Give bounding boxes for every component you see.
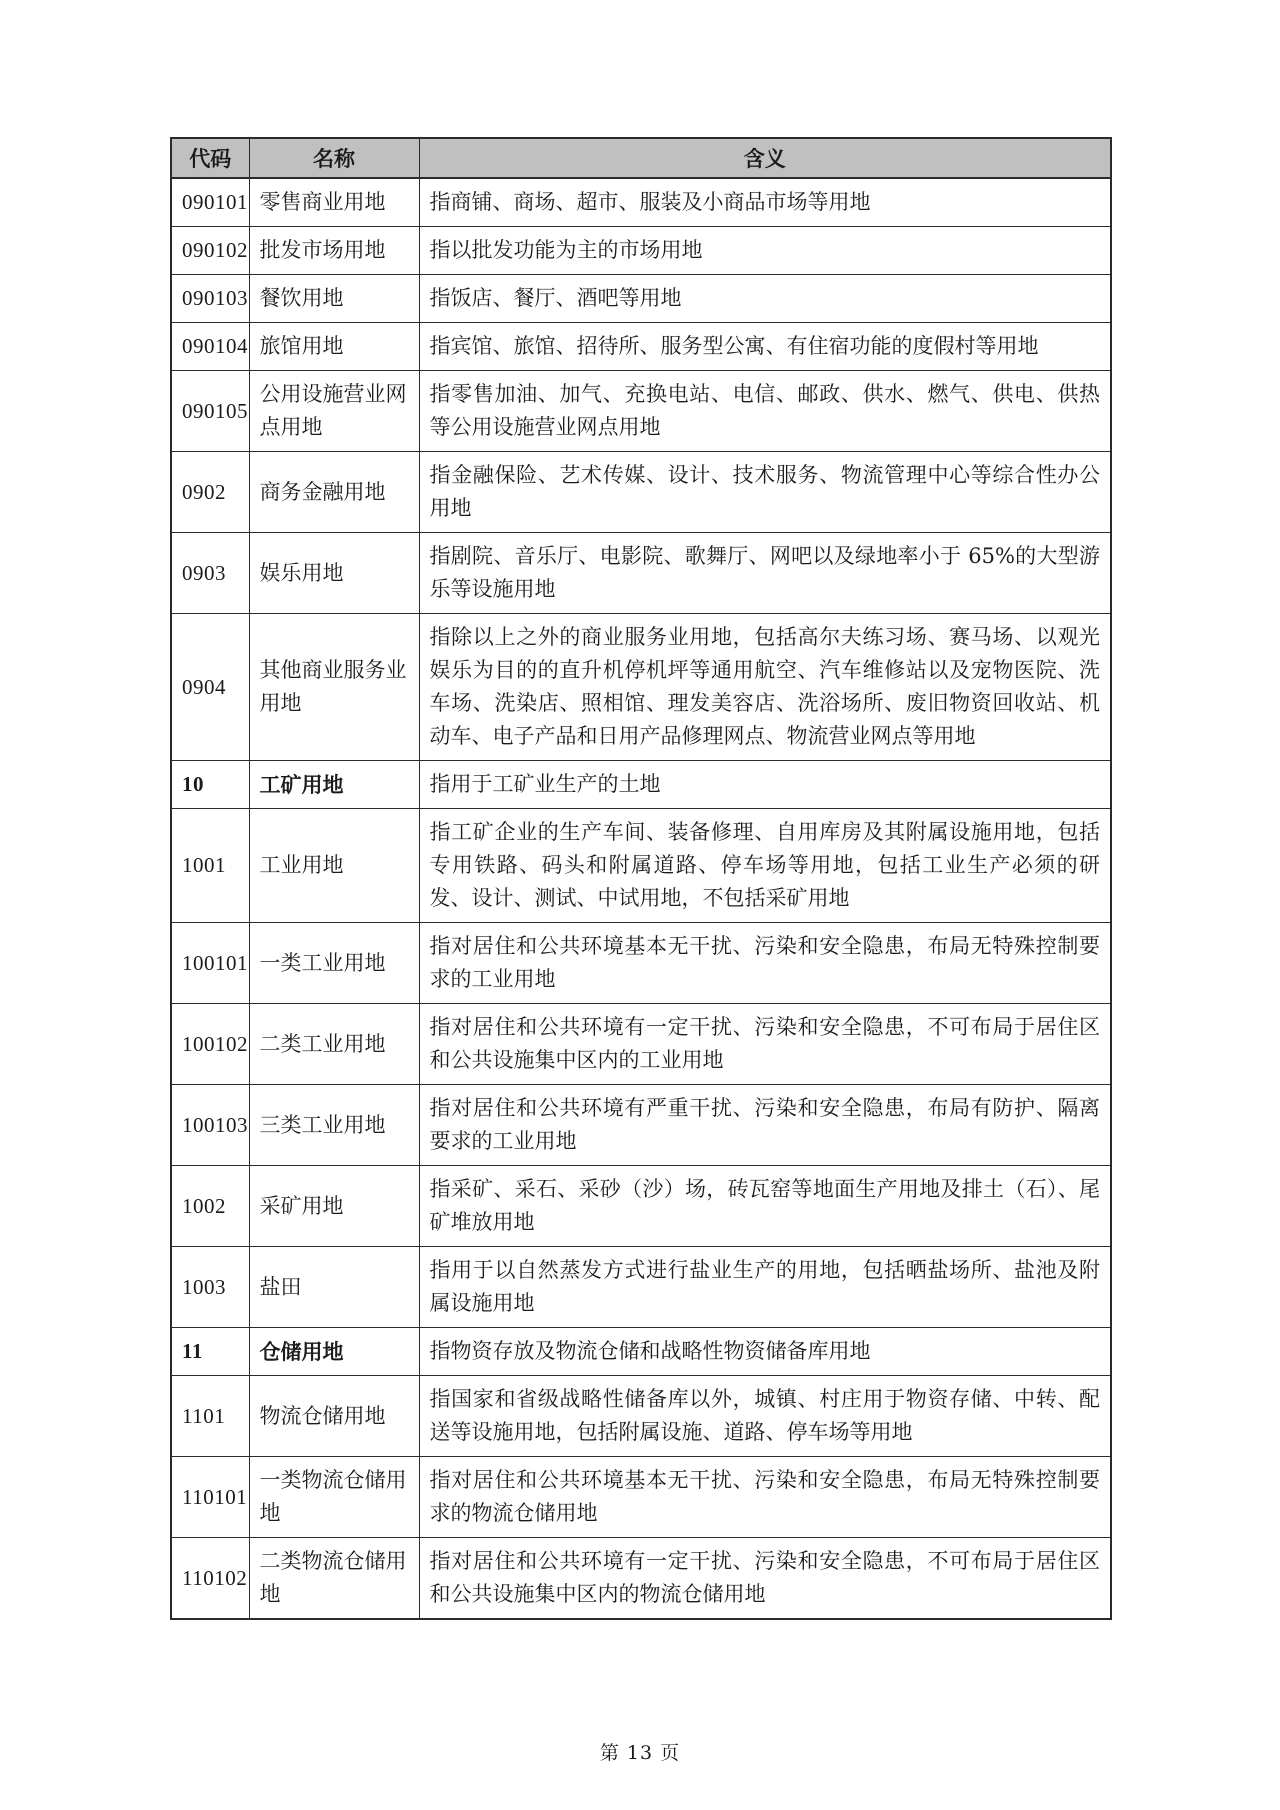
table-row	[171, 178, 1111, 227]
column-header-code: 代码	[171, 138, 249, 178]
cell-code: 1002	[171, 1166, 249, 1247]
table-row	[171, 809, 1111, 923]
cell-name: 商务金融用地	[249, 452, 419, 533]
cell-meaning: 指用于以自然蒸发方式进行盐业生产的用地，包括晒盐场所、盐池及附属设施用地	[419, 1247, 1111, 1328]
cell-name: 工业用地	[249, 809, 419, 923]
cell-meaning: 指以批发功能为主的市场用地	[419, 227, 1111, 275]
table-row	[171, 1457, 1111, 1538]
cell-name: 一类工业用地	[249, 923, 419, 1004]
cell-meaning: 指零售加油、加气、充换电站、电信、邮政、供水、燃气、供电、供热等公用设施营业网点用地	[419, 371, 1111, 452]
column-header-meaning: 含义	[419, 138, 1111, 178]
cell-code: 090103	[171, 275, 249, 323]
cell-meaning: 指金融保险、艺术传媒、设计、技术服务、物流管理中心等综合性办公用地	[419, 452, 1111, 533]
table-row	[171, 1328, 1111, 1376]
cell-meaning: 指对居住和公共环境有严重干扰、污染和安全隐患，布局有防护、隔离要求的工业用地	[419, 1085, 1111, 1166]
cell-name: 三类工业用地	[249, 1085, 419, 1166]
cell-name: 盐田	[249, 1247, 419, 1328]
cell-code: 0902	[171, 452, 249, 533]
table-row	[171, 371, 1111, 452]
table-row	[171, 227, 1111, 275]
cell-meaning: 指商铺、商场、超市、服装及小商品市场等用地	[419, 178, 1111, 227]
table-row	[171, 452, 1111, 533]
cell-code: 1001	[171, 809, 249, 923]
cell-meaning: 指物资存放及物流仓储和战略性物资储备库用地	[419, 1328, 1111, 1376]
table-row	[171, 1166, 1111, 1247]
page-number: 第 13 页	[599, 1742, 681, 1764]
cell-meaning: 指工矿企业的生产车间、装备修理、自用库房及其附属设施用地，包括专用铁路、码头和附属道路、停车场等用地，包括工业生产必须的研发、设计、测试、中试用地，不包括采矿用地	[419, 809, 1111, 923]
cell-meaning: 指对居住和公共环境基本无干扰、污染和安全隐患，布局无特殊控制要求的工业用地	[419, 923, 1111, 1004]
table-row	[171, 1085, 1111, 1166]
cell-meaning: 指采矿、采石、采砂（沙）场，砖瓦窑等地面生产用地及排土（石）、尾矿堆放用地	[419, 1166, 1111, 1247]
cell-meaning: 指饭店、餐厅、酒吧等用地	[419, 275, 1111, 323]
cell-meaning: 指对居住和公共环境有一定干扰、污染和安全隐患，不可布局于居住区和公共设施集中区内的工业用地	[419, 1004, 1111, 1085]
cell-meaning: 指对居住和公共环境有一定干扰、污染和安全隐患，不可布局于居住区和公共设施集中区内的物流仓储用地	[419, 1538, 1111, 1620]
cell-meaning: 指对居住和公共环境基本无干扰、污染和安全隐患，布局无特殊控制要求的物流仓储用地	[419, 1457, 1111, 1538]
cell-name: 二类物流仓储用地	[249, 1538, 419, 1620]
table-row	[171, 275, 1111, 323]
cell-meaning: 指剧院、音乐厅、电影院、歌舞厅、网吧以及绿地率小于 65%的大型游乐等设施用地	[419, 533, 1111, 614]
cell-code: 090102	[171, 227, 249, 275]
table-row	[171, 533, 1111, 614]
column-header-name: 名称	[249, 138, 419, 178]
table-row	[171, 923, 1111, 1004]
cell-code: 10	[171, 761, 249, 809]
cell-meaning: 指国家和省级战略性储备库以外，城镇、村庄用于物资存储、中转、配送等设施用地，包括附属设施、道路、停车场等用地	[419, 1376, 1111, 1457]
table-row	[171, 761, 1111, 809]
cell-name: 批发市场用地	[249, 227, 419, 275]
cell-code: 100102	[171, 1004, 249, 1085]
cell-code: 100101	[171, 923, 249, 1004]
table-row	[171, 1538, 1111, 1620]
cell-name: 旅馆用地	[249, 323, 419, 371]
table-body	[171, 178, 1111, 1619]
cell-code: 090101	[171, 178, 249, 227]
table-row	[171, 614, 1111, 761]
cell-name: 零售商业用地	[249, 178, 419, 227]
cell-name: 二类工业用地	[249, 1004, 419, 1085]
cell-code: 0903	[171, 533, 249, 614]
cell-name: 娱乐用地	[249, 533, 419, 614]
table-row	[171, 1004, 1111, 1085]
cell-name: 其他商业服务业用地	[249, 614, 419, 761]
cell-code: 110102	[171, 1538, 249, 1620]
cell-name: 采矿用地	[249, 1166, 419, 1247]
table-header-row	[171, 138, 1111, 178]
cell-name: 公用设施营业网点用地	[249, 371, 419, 452]
cell-meaning: 指用于工矿业生产的土地	[419, 761, 1111, 809]
cell-code: 090105	[171, 371, 249, 452]
cell-meaning: 指宾馆、旅馆、招待所、服务型公寓、有住宿功能的度假村等用地	[419, 323, 1111, 371]
cell-name: 餐饮用地	[249, 275, 419, 323]
cell-code: 100103	[171, 1085, 249, 1166]
cell-code: 090104	[171, 323, 249, 371]
table-row	[171, 323, 1111, 371]
table-row	[171, 1376, 1111, 1457]
cell-name: 仓储用地	[249, 1328, 419, 1376]
cell-code: 0904	[171, 614, 249, 761]
cell-code: 1101	[171, 1376, 249, 1457]
cell-name: 物流仓储用地	[249, 1376, 419, 1457]
cell-name: 一类物流仓储用地	[249, 1457, 419, 1538]
land-use-classification-table	[170, 137, 1112, 1620]
cell-code: 11	[171, 1328, 249, 1376]
cell-code: 1003	[171, 1247, 249, 1328]
table-row	[171, 1247, 1111, 1328]
cell-name: 工矿用地	[249, 761, 419, 809]
cell-meaning: 指除以上之外的商业服务业用地，包括高尔夫练习场、赛马场、以观光娱乐为目的的直升机停机坪等通用航空、汽车维修站以及宠物医院、洗车场、洗染店、照相馆、理发美容店、洗浴场所、废旧物资回收站、机动车、电子产品和日用产品修理网点、物流营业网点等用地	[419, 614, 1111, 761]
cell-code: 110101	[171, 1457, 249, 1538]
